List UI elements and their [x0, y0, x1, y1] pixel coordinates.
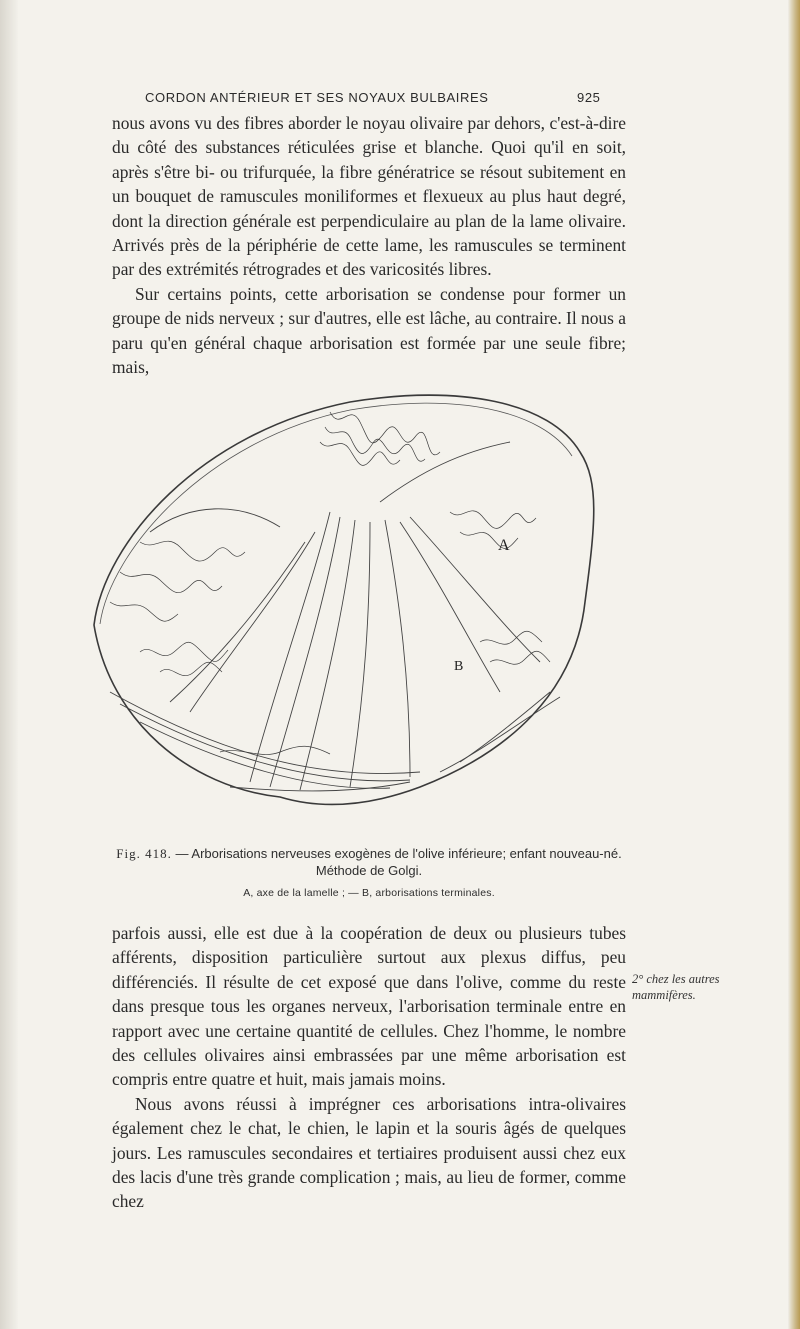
- body-text-bottom: [112, 921, 626, 1214]
- paragraph: nous avons vu des fibres aborder le noyau olivaire par dehors, c'est-à-dire du côté des substances réticulées grise et blanche. Quoi qu'il en soit, après s'être bi- ou trifurquée, la fibre génératrice se résout subitement en un bouquet de ramuscules moniliformes et flexueux au plus haut degré, dont la direction générale est perpendiculaire au plan de la lame olivaire. Arrivés près de la périphérie de cette lame, les ramuscules se terminent par des extrémités rétrogrades et des varicosités libres.: [112, 113, 626, 280]
- margin-note: 2° chez les autres mammifères.: [632, 972, 720, 1002]
- body-text-top: [112, 111, 626, 379]
- figure-caption: [112, 845, 626, 899]
- page-right-edge: [788, 0, 800, 1329]
- section-outline: [94, 395, 594, 804]
- caption-text: — Arborisations nerveuses exogènes de l'olive inférieure; enfant nouveau-né. Méthode de Golgi.: [175, 846, 622, 878]
- paragraph: parfois aussi, elle est due à la coopération de deux ou plusieurs tubes afférents, disposition particulière surtout aux plexus diffus, peu différenciés. Il résulte de cet exposé que dans l'olive, comme du reste dans presque tous les organes nerveux, l'arborisation terminale entre en rapport avec une certaine quantité de cellules. Chez l'homme, le nombre des cellules olivaires ainsi embrassées par une même arborisation est compris entre quatre et huit, mais jamais moins.: [112, 923, 626, 1090]
- figure-label-b: B: [454, 659, 464, 674]
- caption-figure-label: Fig. 418.: [116, 846, 172, 861]
- fibre-bundle: [110, 442, 560, 791]
- paragraph: Sur certains points, cette arborisation se condense pour former un groupe de nids nerveux ; sur d'autres, elle est lâche, au contraire. Il nous a paru qu'en général chaque arborisation est formée par une seule fibre; mais,: [112, 283, 626, 378]
- page-left-edge: [0, 0, 18, 1329]
- terminal-arborisations: [110, 412, 550, 755]
- paragraph: Nous avons réussi à imprégner ces arborisations intra-olivaires également chez le chat, le chien, le lapin et la souris âgés de quelques jours. Les ramuscules secondaires et tertiaires produisent aussi chez eux des lacis d'une très grande complication ; mais, au lieu de former, comme chez: [112, 1093, 626, 1212]
- figure-illustration: [80, 392, 620, 832]
- caption-main: [112, 845, 626, 879]
- running-title: CORDON ANTÉRIEUR ET SES NOYAUX BULBAIRES: [145, 90, 489, 105]
- figure-label-a: A: [498, 537, 510, 554]
- page-number: 925: [577, 90, 601, 105]
- caption-legend: A, axe de la lamelle ; — B, arborisations terminales.: [243, 887, 495, 899]
